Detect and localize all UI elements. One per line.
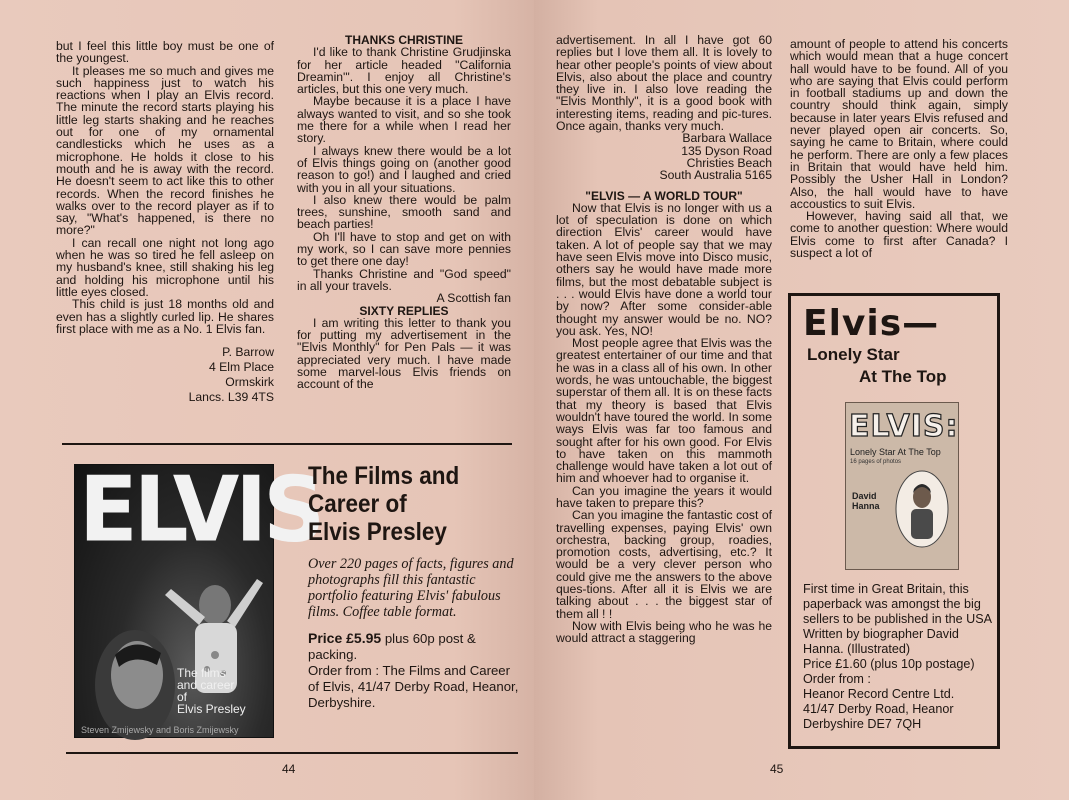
cover-authors: Steven Zmijewsky and Boris Zmijewsky xyxy=(81,725,239,735)
ad-line: Price £1.60 (plus 10p postage) xyxy=(803,657,975,671)
paperback-cover-image xyxy=(845,402,959,570)
paragraph: I can recall one night not long ago when he was so tired he fell asleep on my husband's knee, still shaking his leg and holding his microphone until his little eyes closed. xyxy=(56,235,274,299)
ad-price xyxy=(308,630,520,663)
section-heading: SIXTY REPLIES xyxy=(359,303,449,318)
paragraph: I am writing this letter to thank you for putting my advertisement in the "Elvis Monthly" for Pen Pals — it was appreciated very much. I have made some marvel-lous Elvis friends on account of the xyxy=(297,315,511,392)
ad-line: Derbyshire DE7 7QH xyxy=(803,717,922,731)
signature-line: Christies Beach xyxy=(686,155,772,170)
cover-caption xyxy=(177,667,267,715)
signature-block xyxy=(556,132,772,181)
signature: A Scottish fan xyxy=(436,291,511,306)
elvis-portrait-icon xyxy=(894,469,950,551)
divider-bottom xyxy=(66,752,518,754)
signature-line: 135 Dyson Road xyxy=(681,143,772,158)
price-label: Price £5.95 xyxy=(308,630,382,646)
cover-caption-line: of xyxy=(177,690,188,704)
paragraph: However, having said all that, we come to another question: Where would Elvis come to first after Canada? I suspect a lot of xyxy=(790,209,1008,261)
cover-logo: ELVIS xyxy=(79,457,322,563)
book-author xyxy=(852,491,880,511)
price-rest: plus 60p post & packing. xyxy=(308,631,476,662)
paragraph: Oh I'll have to stop and get on with my work, so I can save more pennies to get there one day! xyxy=(297,229,511,269)
ad-line: 41/47 Derby Road, Heanor xyxy=(803,702,954,716)
ad-title-line: Elvis Presley xyxy=(308,518,447,546)
left-column-2 xyxy=(297,34,511,391)
paragraph: Now with Elvis being who he was he would attract a staggering xyxy=(556,618,772,646)
paragraph: advertisement. In all I have got 60 replies but I love them all. It is lovely to hear other people's points of view about Elvis, also about the place and country they live in. I also love reading the "Elvis Monthly", it is a good book with interesting items, reading and pic-tures. Once again, thanks very much. xyxy=(556,33,772,134)
ad-subtitle: At The Top xyxy=(859,367,947,386)
left-column-1 xyxy=(56,40,274,405)
signature-line: South Australia 5165 xyxy=(659,168,772,183)
cover-caption-line: and career xyxy=(177,678,235,692)
signature-line: 4 Elm Place xyxy=(208,360,274,375)
ad-line: First time in Great Britain, this paperback was amongst the big sellers to be published in the USA xyxy=(803,582,993,626)
ad-title: Elvis— xyxy=(803,303,940,344)
ad-title xyxy=(308,462,499,546)
section-heading: "ELVIS — A WORLD TOUR" xyxy=(585,188,743,203)
book-logo: ELVIS: xyxy=(849,409,959,444)
ad-subtitle: Lonely Star xyxy=(807,345,900,364)
paragraph: but I feel this little boy must be one of the youngest. xyxy=(56,39,274,66)
signature-block xyxy=(56,345,274,405)
ad-body xyxy=(803,582,993,732)
ad-title-line: Career of xyxy=(308,490,407,518)
book-subtitle: Lonely Star At The Top xyxy=(850,447,941,457)
page-number: 44 xyxy=(282,762,296,776)
ad-line: Order from : xyxy=(803,672,871,686)
ad-line: Written by biographer David Hanna. (Illustrated) xyxy=(803,627,959,656)
ad-order-address: Order from : The Films and Career of Elvis, 41/47 Derby Road, Heanor, Derbyshire. xyxy=(308,663,519,710)
paragraph: Can you imagine the years it would have taken to prepare this? xyxy=(556,483,772,510)
paragraph: I'd like to thank Christine Grudjinska for her article headed "California Dreamin'". I enjoy all Christine's articles, but this one very much. xyxy=(297,45,511,97)
paragraph: amount of people to attend his concerts which would mean that a huge concert hall would have to be found. All of you who are saying that Elvis could perform in football stadiums up and down the country should think again, simply because in later years Elvis refused and never played open air concerts. So, saying he came to Britain, where could he perform. There are only a few places in Britain that would have held him. Possibly the Usher Hall in London? Also, the hall would have to have accoustics to suit Elvis. xyxy=(790,37,1008,211)
paragraph: It pleases me so much and gives me such happiness just to watch his reactions when I play an Elvis record. The minute the record starts playing his little leg starts shaking and he reaches out for one of my ornamental candlesticks which he uses as a microphone. He holds it close to his mouth and he is away with the record. He doesn't seem to act like this to other records. When the record finishes he walks over to the record player as if to say, "What's happened, is there no more?" xyxy=(56,63,274,238)
book-author-line: David xyxy=(852,491,877,501)
signature-line: Lancs. L39 4TS xyxy=(188,390,274,405)
cover-caption-line: The films xyxy=(177,666,226,680)
page-number: 45 xyxy=(770,762,784,776)
paragraph: Most people agree that Elvis was the greatest entertainer of our time and that he was in a class all of his own. In other words, he was untouchable, the biggest superstar of them all. It is on these facts that my theory is based that Elvis wouldn't have toured the world. In some ways Elvis was far too famous and sought after for his own good. For Elvis to have taken on this mammoth challenge would have taken a lot out of him and whoever had to organise it. xyxy=(556,336,772,486)
lonely-star-ad xyxy=(788,293,1000,749)
section-heading: THANKS CHRISTINE xyxy=(344,33,463,47)
signature-line: P. Barrow xyxy=(222,345,274,360)
ad-line: Heanor Record Centre Ltd. xyxy=(803,687,955,701)
right-column-2 xyxy=(790,38,1008,259)
book-author-line: Hanna xyxy=(852,501,880,511)
ad-title-line: The Films and xyxy=(308,462,460,490)
ad-description: Over 220 pages of facts, figures and photographs fill this fantastic portfolio featuring Elvis' fabulous films. Coffee table format. xyxy=(308,556,514,620)
cover-caption-line: Elvis Presley xyxy=(177,702,246,716)
book-cover-image xyxy=(74,457,322,738)
signature-line: Barbara Wallace xyxy=(682,131,772,146)
paragraph: I also knew there would be palm trees, sunshine, smooth sand and beach parties! xyxy=(297,192,511,232)
films-ad-text xyxy=(308,462,520,711)
paragraph: I always knew there would be a lot of Elvis things going on (another good reason to go!) and I laughed and cried with you in all your situations. xyxy=(297,143,511,195)
signature-line: Ormskirk xyxy=(225,375,274,390)
paragraph: Thanks Christine and "God speed" in all your travels. xyxy=(297,266,511,293)
paragraph: Now that Elvis is no longer with us a lot of speculation is done on which direction Elvis' career would have taken. A lot of people say that we may have seen Elvis move into Disco music, others say he would have made more films, but the most debatable subject is . . . would Elvis have done a world tour by now? After some consider-able thought my answer would be no. NO? you ask. Yes, NO! xyxy=(556,200,772,338)
divider-top xyxy=(62,443,512,445)
paragraph: Can you imagine the fantastic cost of travelling expenses, paying Elvis' own orchestra, backing group, roadies, promotion costs, advertising, etc.? It would be a very clever person who could give me the answers to the above ques-tions. After all it is Elvis we are talking about . . . the biggest star of them all ! ! xyxy=(556,508,772,621)
book-tagline: 16 pages of photos xyxy=(850,459,902,465)
paragraph: Maybe because it is a place I have always wanted to visit, and so she took me there for a while when I read her story. xyxy=(297,94,511,146)
left-page xyxy=(0,0,534,800)
right-column-1 xyxy=(556,34,772,645)
paragraph: This child is just 18 months old and even has a slightly curled lip. He shares first place with me as a No. 1 Elvis fan. xyxy=(56,297,274,336)
